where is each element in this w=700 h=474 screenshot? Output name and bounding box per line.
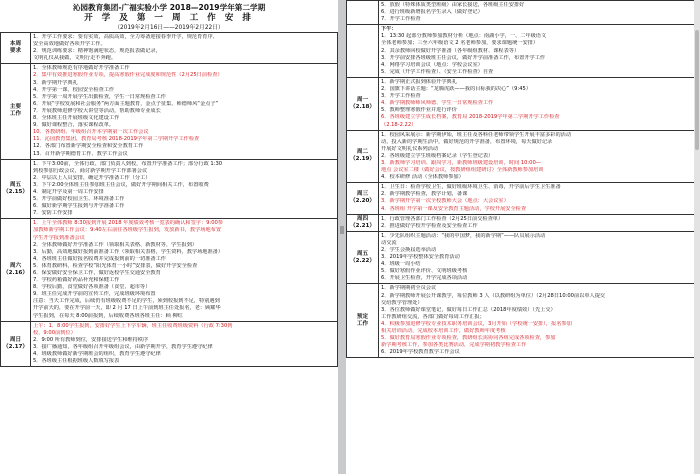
schedule-line: 5．做好教育局寒假作业专项检查，教研组长需协同各组完成各项检查，参加 xyxy=(381,335,556,342)
continuation-row xyxy=(347,1,700,25)
schedule-line: 1．新学期期初全员会议 xyxy=(381,285,437,292)
day-content xyxy=(31,159,338,219)
schedule-line: 加教师新学期工作会议：9:40左右前往各班级学生报到，发放新书，教学场地布置 xyxy=(33,227,222,234)
schedule-row xyxy=(1,219,338,321)
schedule-line: 6．进行班级新增报名学生录入（做好登记） xyxy=(381,9,483,16)
schedule-line: 2．中层以上人员安排，确定开学准备工作（分工） xyxy=(33,174,151,181)
schedule-line: 6．保安做好安全保卫工作，做好返校学生交通安全教育 xyxy=(33,270,161,276)
schedule-row xyxy=(347,231,700,284)
day-content xyxy=(31,219,338,321)
day-label: 预定 工作 xyxy=(347,284,379,358)
schedule-line: 4．班级一周小结 xyxy=(381,261,421,268)
schedule-row xyxy=(347,77,700,130)
day-content xyxy=(379,25,700,78)
schedule-line: 学生开学报到准备会议 xyxy=(33,234,85,241)
schedule-line: 7．开学工作检查 xyxy=(381,16,421,23)
schedule-line: 新学期考核工作，参加各类比赛活动，完成学期初教学检查工作 xyxy=(381,342,527,349)
schedule-line: 4．新学期教师师风师德、学生一日常规检查工作 xyxy=(381,100,494,107)
schedule-line: 9．做好课程整合，落实课程改革。 xyxy=(33,122,115,129)
day-content xyxy=(31,33,338,64)
schedule-line: 7．学校药箱做好药品补充和保健工作 xyxy=(33,277,120,284)
day-content xyxy=(379,214,700,231)
schedule-line: 3．开学工作检查 xyxy=(381,93,421,100)
afternoon-row xyxy=(347,25,700,78)
day-content xyxy=(31,321,338,367)
schedule-line: 5．开学第一周开展学生出勤检查，学生一日常规检查工作 xyxy=(33,93,166,100)
schedule-line: 1．行政管理各部门工作检查（2月25日前交检查单） xyxy=(381,215,504,222)
schedule-line: 8．学校后勤，食堂做好各项准备（食堂、超市等） xyxy=(33,284,151,291)
schedule-line: 12．各部门布置新学期安全检查和安全教育工作 xyxy=(33,143,144,150)
schedule-line: 交给教学管理处） xyxy=(381,299,423,306)
schedule-line: 1．全体教师规范有序地做好开学准备工作 xyxy=(33,65,130,72)
day-label: 周五 （2.15） xyxy=(1,159,31,219)
day-label: 周一 （2.18） xyxy=(347,77,379,130)
schedule-row xyxy=(1,321,338,367)
document-subtitle: 开 学 及 第 一 周 工 作 安 排 xyxy=(84,13,254,23)
schedule-line: 开学前天的，要在开学前一天，即 2 月 17 日上午前到班主任处报名，老：顾耀华 xyxy=(33,305,221,312)
schedule-line: 4．各班组 开学第一课及安全教育主题活动，学校开展安全检查 xyxy=(381,205,527,212)
schedule-line: 2．推进做好学校开学检查及安全检查工作 xyxy=(381,222,478,229)
schedule-line: 2．集中有效推进寒假作业专项，提高寒假作业完成度和规范性（2月25日前检查） xyxy=(33,72,223,79)
schedule-line: 相关培训活动，完成校本培训工作，做好教师年度考核 xyxy=(381,328,506,335)
day-content xyxy=(31,64,338,159)
schedule-line: （2.18-2.22） xyxy=(381,121,417,128)
scrollbar-thumb[interactable] xyxy=(695,30,699,150)
schedule-row xyxy=(347,214,700,231)
schedule-line: 5．教师整理寒假作业并进行评价 xyxy=(381,107,457,114)
schedule-row xyxy=(347,284,700,358)
schedule-line: 4．制定开学及第一周工作安排 xyxy=(33,188,104,195)
schedule-line: 10．各教研组、年级组召开本学期第一次工作会议 xyxy=(33,129,149,136)
schedule-row xyxy=(1,33,338,64)
schedule-line: 3．接广播通知，各年级组召开年级组会议，由新学期开学，教育学生遵守纪律 xyxy=(33,343,213,350)
schedule-line: 开展好文明礼仪系列活动 xyxy=(381,145,439,152)
schedule-line: 动交流 xyxy=(381,239,397,246)
schedule-line: 2．全体教师做好开学准备工作（领取相关表格、新教材等，学生报到） xyxy=(33,241,198,248)
schedule-line: 2．新学期教学检查，教学计划，备课 xyxy=(381,191,468,198)
schedule-row xyxy=(347,130,700,183)
day-content xyxy=(379,1,700,25)
schedule-line: 7．开展教师进修学校大讲堂等活动，帮助教师专业成长 xyxy=(33,107,161,114)
schedule-line: 注意：当天工作完成，后续仍有班级收费不足的学生，须到校报到不足，特别遇到 xyxy=(33,298,220,305)
schedule-line: 1．卫生日：检查学校卫生，做好班级环境卫生、消毒，开学前后学生卫生准备 xyxy=(381,184,561,191)
schedule-table-left xyxy=(0,32,338,367)
schedule-line: 校，9:00前到位） xyxy=(33,329,76,336)
schedule-line: 工作教研组交流，各部门做好每周工作汇报； xyxy=(381,313,485,320)
schedule-line: 13．召开新学期德育工作、教学工作会议 xyxy=(33,150,128,157)
right-page xyxy=(346,0,700,474)
schedule-line: 3．下午2:00全体班主任参加班主任会议，做好开学期间相关工作，布置收费 xyxy=(33,181,209,188)
afternoon-label: 下午： xyxy=(381,26,397,33)
schedule-line: 1．开学工作要求：要有实效，高质高效，全力筹备迎接春季开学，规范育育序、 xyxy=(33,34,218,40)
day-label: 主要 工作 xyxy=(1,64,31,159)
schedule-line: 6．开展“学校发展和社会服务”两方面主题教育，金点子征集、师德师风“金点子” xyxy=(33,100,219,107)
day-label: 本周 要求 xyxy=(1,33,31,64)
schedule-line: 1．校园风采展示：新学期伊始，班主任及各科任老师带领学生开展丰富多彩的活动 xyxy=(381,131,572,138)
schedule-row xyxy=(1,159,338,219)
schedule-line: 2．国旗下讲话主题：“龙腾虎跃——我的目标我的决心”（9:45） xyxy=(381,86,532,93)
vertical-scrollbar[interactable] xyxy=(694,0,700,474)
schedule-line: 11．沁园教育集团，教育局考核 2018-2019学年第二学期开学工作检查 xyxy=(33,136,200,143)
day-content xyxy=(379,77,700,130)
schedule-line: 9．班主任完成开学前的宣传工作，完成班级环境布置 xyxy=(33,291,156,298)
schedule-line: 安全高效地做好各项开学工作。 xyxy=(33,41,106,48)
schedule-line: 3．2019年学校整体安全教育活动 xyxy=(381,254,460,261)
schedule-line: 8．全体班主任开展班级文化建设工作 xyxy=(33,115,120,122)
schedule-line: 动，投入新的学期生活中，做好规范的开学准备，布置环境，每天做好记录 xyxy=(381,138,553,145)
schedule-line: 文明礼仪从我做，文明行走不奔跑。 xyxy=(33,55,117,62)
schedule-line: 2．新学期教师开展公开课教学，每位教师 3 人（以教研组为单位）（2月28日10:00前以单人提交 xyxy=(381,292,606,299)
day-label xyxy=(347,25,379,78)
schedule-line: 3．新教师学习培训、跟岗学习，新教师班级建设培训，时间 10:00— xyxy=(381,159,541,166)
schedule-line: 6．开展卫生检查，开学完成各项活动 xyxy=(381,275,468,282)
schedule-line: 6．2019年学校教育教学工作会议 xyxy=(381,349,460,356)
day-label: 周六 （2.16） xyxy=(1,219,31,321)
schedule-line: 1．上午全体教师 8:30报到开展 2018 年度绩效考核一览表的确认和签字：9:00参 xyxy=(33,220,223,227)
schedule-table-right xyxy=(346,0,700,358)
day-label: 周五 （2.22） xyxy=(347,231,379,284)
schedule-line: 4．校本研修 活动（全体教师参加） xyxy=(381,174,464,181)
schedule-line: 4．班级教师做好新学期班会的组织，教育学生遵守纪律 xyxy=(33,351,161,358)
schedule-line: 3．后勤，高效地做好报到前准备工作（领取相关表格，学生资料，教学场地准备） xyxy=(33,248,224,255)
schedule-line: 学生报到，在每天 8:00前报到，后续收费各班各班主任：顾 柳红 xyxy=(33,312,183,319)
schedule-line: 上午：1．8:00学生报到，安排好学生上下学车辆，班主任收费班级资料（行政 7:30到 xyxy=(33,322,233,329)
schedule-line: 7．安防工作安排 xyxy=(33,210,73,217)
schedule-line: 4．积极参加进修学校专业技术职务培训会议，3月开始（学校统一安排），报名参加 xyxy=(381,320,572,327)
schedule-line: 1．13:30 起部分教师参加教材分析（地点：南湖小学，一、二年级语文 xyxy=(381,33,547,40)
left-page xyxy=(0,0,338,474)
schedule-line: 2．9:00 所有教师到位，安排接送学生和维持秩序 xyxy=(33,336,149,343)
day-label: 周三 （2.20） xyxy=(347,183,379,214)
day-content xyxy=(379,284,700,358)
schedule-line: 6．做好新学期学生报到与开学准备工作 xyxy=(33,203,125,210)
document-date-range: （2019年2月16日——2019年2月22日） xyxy=(114,25,224,31)
schedule-line: 4．各班班主任做好报名收费并完成报到前的一切准备工作 xyxy=(33,255,166,262)
schedule-row xyxy=(347,183,700,214)
document-header xyxy=(0,0,338,32)
day-label: 周日 （2.17） xyxy=(1,321,31,367)
schedule-line: 2．规范训练要求：精神饱满迎状态，规范报表做记录， xyxy=(33,48,161,55)
document-title: 沁园教育集团-广福实验小学 2018—2019学年第二学期 xyxy=(72,3,266,12)
schedule-line: 6．各班级建立学生成长档案，教育局 2018-2019学年第二学期开学工作检查 xyxy=(381,114,560,121)
schedule-line: 1．少先队组织主题活动：“我的中国梦，我的新学期”——队员展示活动 xyxy=(381,232,546,239)
schedule-line: 4．开学第一课、校园安全检查工作 xyxy=(33,86,115,93)
schedule-line: 5．放假（特殊体质类型班级）由家长接送，各班级主任安排好 xyxy=(381,2,525,8)
schedule-line: 3．新学期开学第一次全校教师大会（地点：大会议室） xyxy=(381,198,509,205)
schedule-line: 2．其余教师回校做好开学准备（各年级组教材、课程表等） xyxy=(381,47,520,54)
schedule-line: 5．各班级主任根据班级人数填写报表 xyxy=(33,358,120,365)
schedule-line: 全体老师参加；三至六年级语文 2 名老师参加，要求课题统一安排） xyxy=(381,40,539,47)
schedule-line: 2．各班级建立学生班级档案记录（学生登记表） xyxy=(381,152,494,159)
schedule-line: 3．新学期开学典礼 xyxy=(33,79,78,86)
schedule-line: 5．开学前做好校园卫生、环境准备工作 xyxy=(33,196,125,203)
page-break-marker xyxy=(340,226,344,234)
schedule-line: 4．网络学习培训会议（地点：学校会议室） xyxy=(381,61,483,68)
schedule-line: 到校参加行政会议，商讨新学期开学工作部署会议 xyxy=(33,167,148,174)
schedule-line: 3．各位教师做好课堂笔记，做好每日工作汇总（2018年度绩效）（先上交） xyxy=(381,306,556,313)
schedule-line: 5．完成（开学工作检查）、（安全工作检查）自查 xyxy=(381,68,494,75)
schedule-line: 1．新学期正式报到体验开学典礼 xyxy=(381,78,457,85)
day-label: 周二 （2.19） xyxy=(347,130,379,183)
schedule-line: 1．下午3:00前，全体行政、部门负责人到校，布置开学准备工作；部分行政 1:30 xyxy=(33,160,223,167)
day-content xyxy=(379,183,700,214)
schedule-line: 3．开学前安排各班级班主任会议，做好开学前准备工作，布置开学工作 xyxy=(381,54,546,61)
page-gutter xyxy=(338,0,346,474)
schedule-line: 地点 会议室二楼（做好会议，按教研组组建研讨）全体新教师参加培训 xyxy=(381,167,544,174)
schedule-line: 2．学生会换届选举活动 xyxy=(381,247,437,253)
day-label: 周四 （2.21） xyxy=(347,214,379,231)
schedule-line: 5．体育教研科，检查学校“阳光体育一小时”安排表，做好开学安全检查 xyxy=(33,262,198,269)
schedule-row xyxy=(1,64,338,159)
day-content xyxy=(379,231,700,284)
day-content xyxy=(379,130,700,183)
schedule-line: 5．做好寒假作业评价、文明班级考核 xyxy=(381,268,468,275)
day-label xyxy=(347,1,379,25)
